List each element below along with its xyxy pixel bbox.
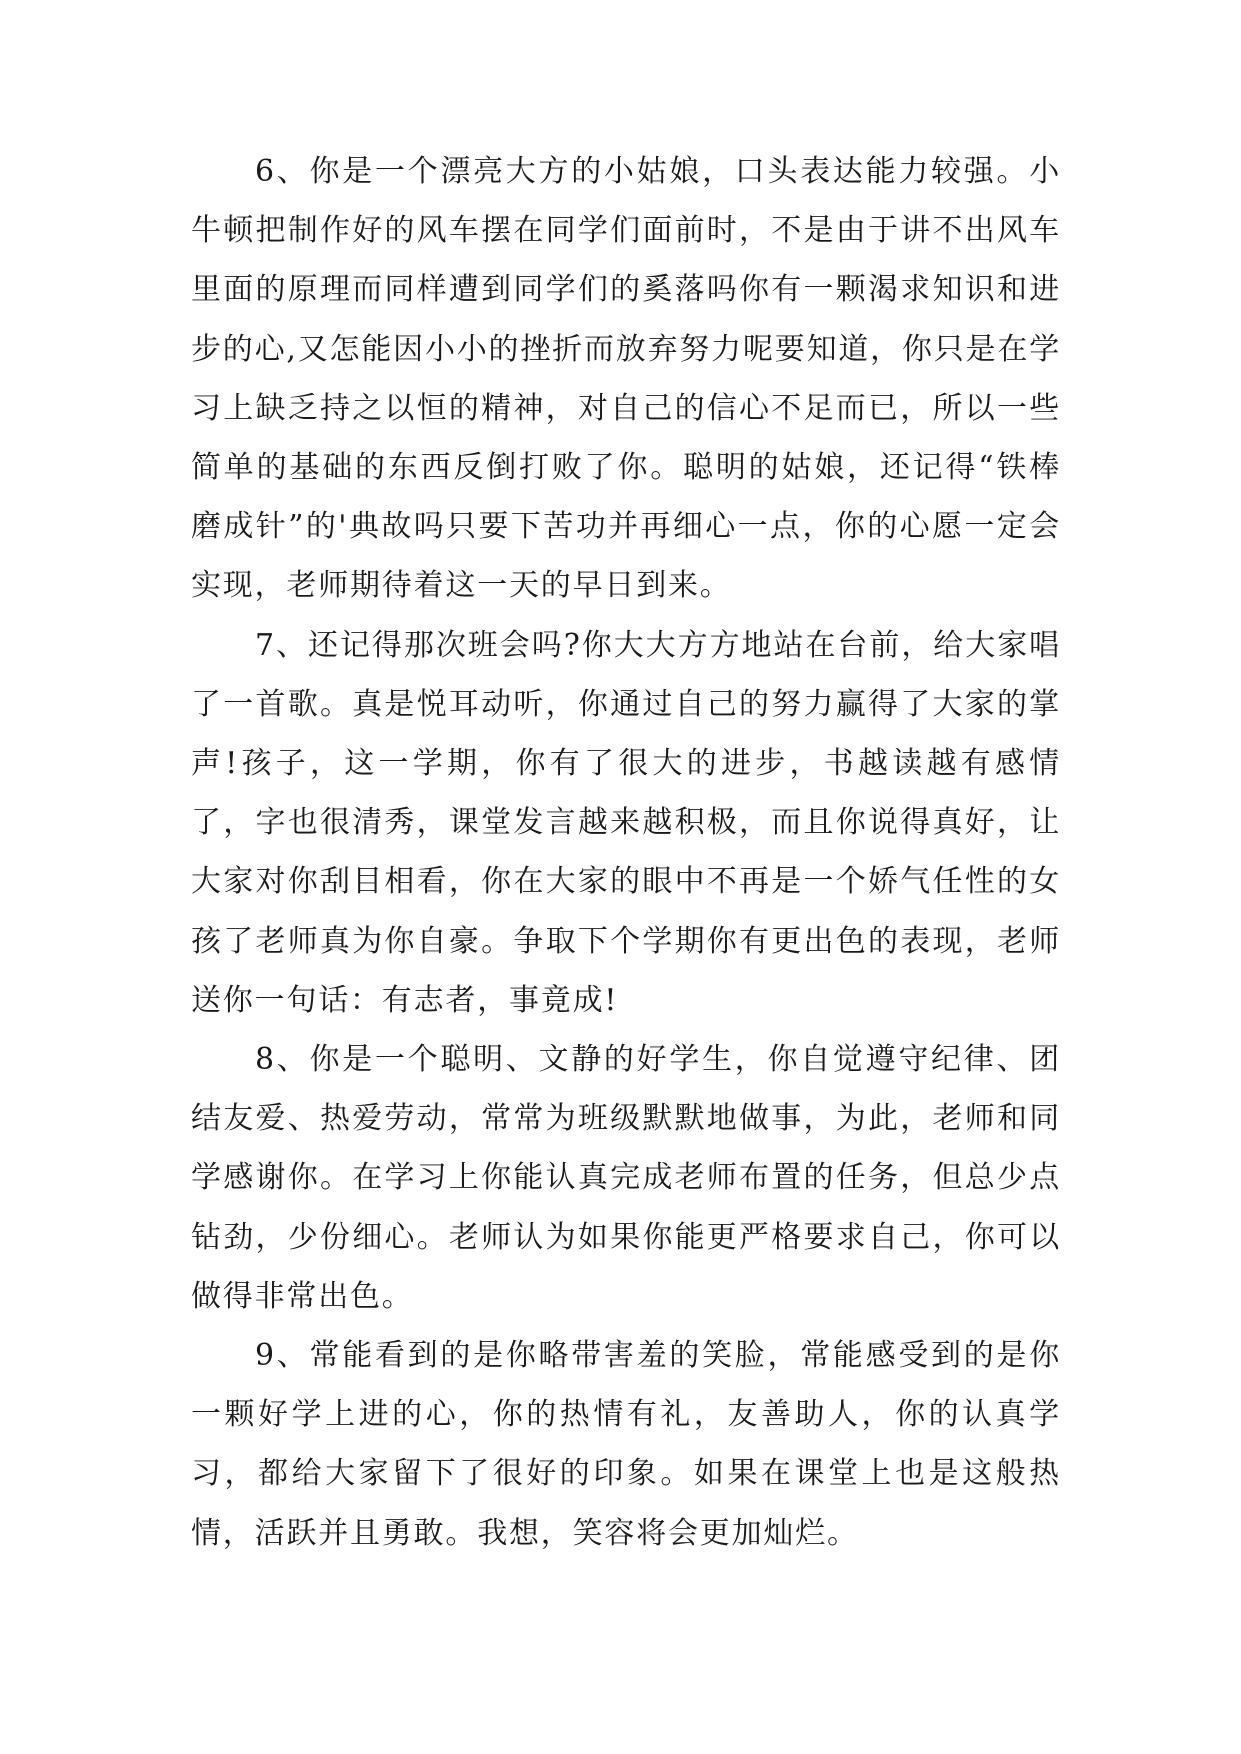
document-body <box>191 142 1061 1563</box>
paragraph-9: 9、常能看到的是你略带害羞的笑脸，常能感受到的是你一颗好学上进的心，你的热情有礼，友善助人，你的认真学习，都给大家留下了很好的印象。如果在课堂上也是这般热情，活跃并且勇敢。我想，笑容将会更加灿烂。 <box>191 1338 1061 1551</box>
paragraph-8: 8、你是一个聪明、文静的好学生，你自觉遵守纪律、团结友爱、热爱劳动，常常为班级默默地做事，为此，老师和同学感谢你。在学习上你能认真完成老师布置的任务，但总少点钻劲，少份细心。老师认为如果你能更严格要求自己，你可以做得非常出色。 <box>191 1042 1061 1314</box>
paragraph-7: 7、还记得那次班会吗?你大大方方地站在台前，给大家唱了一首歌。真是悦耳动听，你通过自己的努力赢得了大家的掌声!孩子，这一学期，你有了很大的进步，书越读越有感情了，字也很清秀，课堂发言越来越积极，而且你说得真好，让大家对你刮目相看，你在大家的眼中不再是一个娇气任性的女孩了老师真为你自豪。争取下个学期你有更出色的表现，老师送你一句话：有志者，事竟成! <box>191 627 1061 1018</box>
paragraph-6: 6、你是一个漂亮大方的小姑娘，口头表达能力较强。小牛顿把制作好的风车摆在同学们面前时，不是由于讲不出风车里面的原理而同样遭到同学们的奚落吗你有一颗渴求知识和进步的心,又怎能因小小的挫折而放弃努力呢要知道，你只是在学习上缺乏持之以恒的精神，对自己的信心不足而已，所以一些简单的基础的东西反倒打败了你。聪明的姑娘，还记得“铁棒磨成针”的'典故吗只要下苦功并再细心一点，你的心愿一定会实现，老师期待着这一天的早日到来。 <box>191 154 1061 604</box>
